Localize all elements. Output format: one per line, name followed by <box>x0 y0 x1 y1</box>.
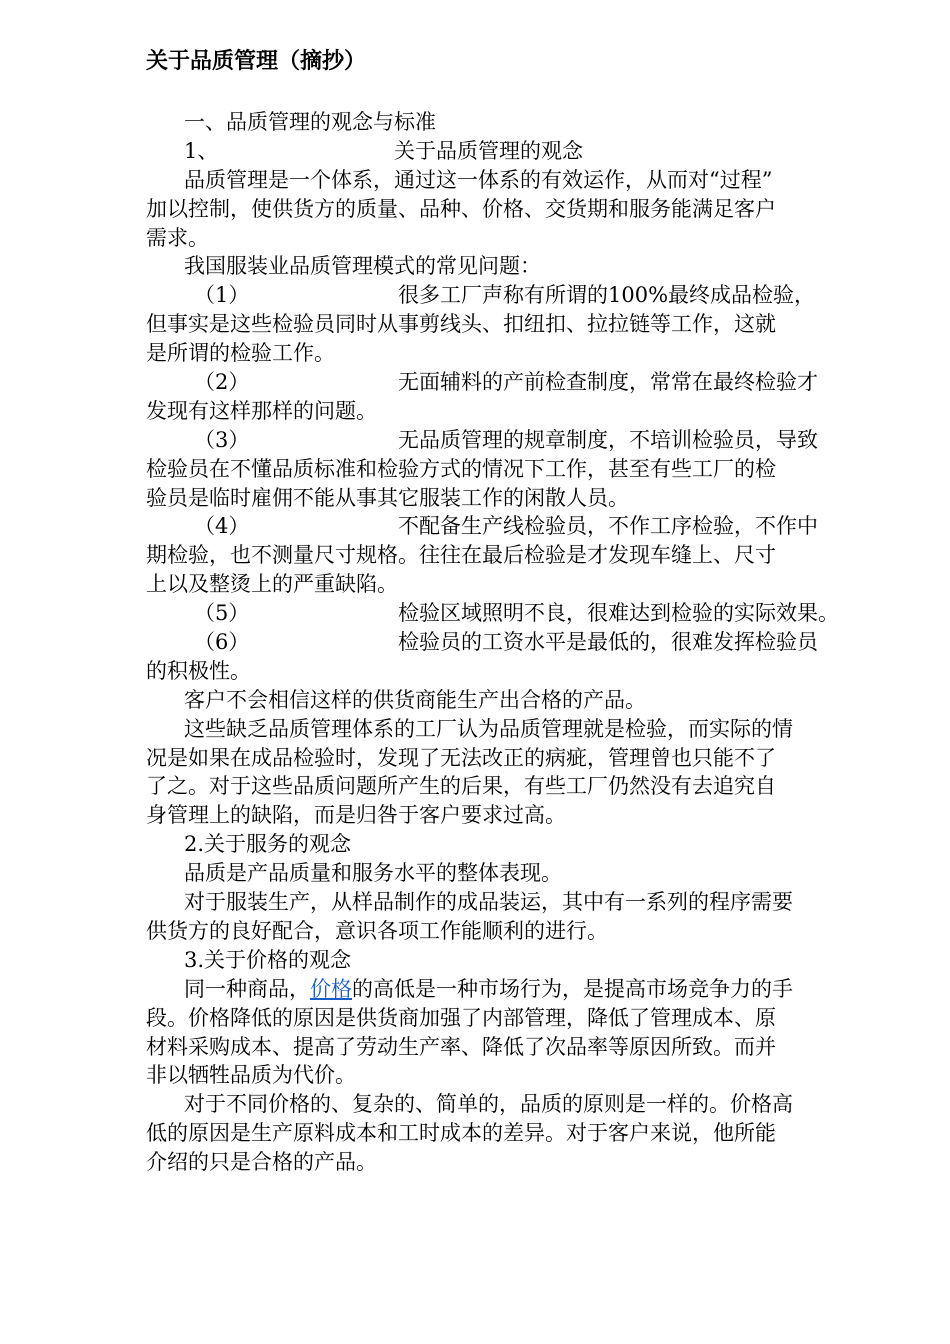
paragraph-line: 这些缺乏品质管理体系的工厂认为品质管理就是检验，而实际的情 <box>184 716 793 741</box>
price-link[interactable]: 价格 <box>310 976 352 1001</box>
problem-text: 上以及整烫上的严重缺陷。 <box>146 572 398 597</box>
problem-number: （4） <box>194 514 250 539</box>
problem-text: 发现有这样那样的问题。 <box>146 398 377 423</box>
problem-text: 检验员在不懂品质标准和检验方式的情况下工作，甚至有些工厂的检 <box>146 456 776 481</box>
problem-text: 检验区域照明不良，很难达到检验的实际效果。 <box>398 601 839 626</box>
problem-number: （2） <box>194 370 250 395</box>
paragraph-text: 同一种商品， <box>184 976 310 1001</box>
paragraph-line: 段。价格降低的原因是供货商加强了内部管理，降低了管理成本、原 <box>146 1005 776 1030</box>
problem-number: （5） <box>194 601 250 626</box>
subsection-1-title: 关于品质管理的观念 <box>394 138 583 163</box>
document-title: 关于品质管理（摘抄） <box>146 48 367 74</box>
paragraph-line: 品质管理是一个体系，通过这一体系的有效运作，从而对“过程” <box>184 167 773 192</box>
problem-number: （1） <box>194 283 250 308</box>
problem-text: 但事实是这些检验员同时从事剪线头、扣纽扣、拉拉链等工作，这就 <box>146 312 776 337</box>
paragraph-line: 介绍的只是合格的产品。 <box>146 1150 377 1175</box>
problem-text: 的积极性。 <box>146 658 251 683</box>
problem-text: 检验员的工资水平是最低的，很难发挥检验员 <box>398 630 818 655</box>
problem-text: 不配备生产线检验员，不作工序检验，不作中 <box>398 514 818 539</box>
problems-intro: 我国服装业品质管理模式的常见问题： <box>184 254 541 279</box>
problem-item-2 <box>146 368 886 397</box>
paragraph-line: 对于不同价格的、复杂的、简单的，品质的原则是一样的。价格高 <box>184 1092 793 1117</box>
problem-text: 无品质管理的规章制度，不培训检验员，导致 <box>398 427 818 452</box>
paragraph-line: 对于服装生产，从样品制作的成品装运，其中有一系列的程序需要 <box>184 890 793 915</box>
subsection-1-heading <box>146 137 886 166</box>
paragraph-line: 况是如果在成品检验时，发现了无法改正的病疵，管理曾也只能不了 <box>146 745 776 770</box>
paragraph-line: 低的原因是生产原料成本和工时成本的差异。对于客户来说，他所能 <box>146 1121 776 1146</box>
problem-text: 无面辅料的产前检查制度，常常在最终检验才 <box>398 370 818 395</box>
section-heading: 一、品质管理的观念与标准 <box>184 110 436 134</box>
paragraph-line: 品质是产品质量和服务水平的整体表现。 <box>184 861 562 886</box>
problem-text: 期检验，也不测量尺寸规格。往往在最后检验是才发现车缝上、尺寸 <box>146 543 776 568</box>
problem-item-1 <box>146 281 886 310</box>
subsection-2-heading: 2.关于服务的观念 <box>184 832 352 857</box>
paragraph-line: 供货方的良好配合，意识各项工作能顺利的进行。 <box>146 918 608 943</box>
problem-item-5 <box>146 599 886 628</box>
paragraph-line: 需求。 <box>146 225 209 250</box>
problem-item-3 <box>146 426 886 455</box>
problem-item-6 <box>146 628 886 657</box>
subsection-1-number: 1、 <box>184 138 219 163</box>
problem-number: （3） <box>194 427 250 452</box>
document-body <box>146 108 886 1177</box>
paragraph-line: 身管理上的缺陷，而是归咎于客户要求过高。 <box>146 803 566 828</box>
paragraph-line: 材料采购成本、提高了劳动生产率、降低了次品率等原因所致。而并 <box>146 1034 776 1059</box>
paragraph-line: 客户不会相信这样的供货商能生产出合格的产品。 <box>184 687 646 712</box>
problem-item-4 <box>146 512 886 541</box>
paragraph-line: 了之。对于这些品质问题所产生的后果，有些工厂仍然没有去追究自 <box>146 774 776 799</box>
problem-text: 是所谓的检验工作。 <box>146 341 335 366</box>
paragraph-line: 非以牺牲品质为代价。 <box>146 1063 356 1088</box>
subsection-3-heading: 3.关于价格的观念 <box>184 947 352 972</box>
paragraph-line: 加以控制，使供货方的质量、品种、价格、交货期和服务能满足客户 <box>146 196 776 221</box>
problem-text: 验员是临时雇佣不能从事其它服装工作的闲散人员。 <box>146 485 629 510</box>
problem-number: （6） <box>194 630 250 655</box>
paragraph-line <box>146 975 886 1004</box>
paragraph-text: 的高低是一种市场行为，是提高市场竞争力的手 <box>352 976 793 1001</box>
problem-text: 很多工厂声称有所谓的100%最终成品检验， <box>398 283 816 308</box>
